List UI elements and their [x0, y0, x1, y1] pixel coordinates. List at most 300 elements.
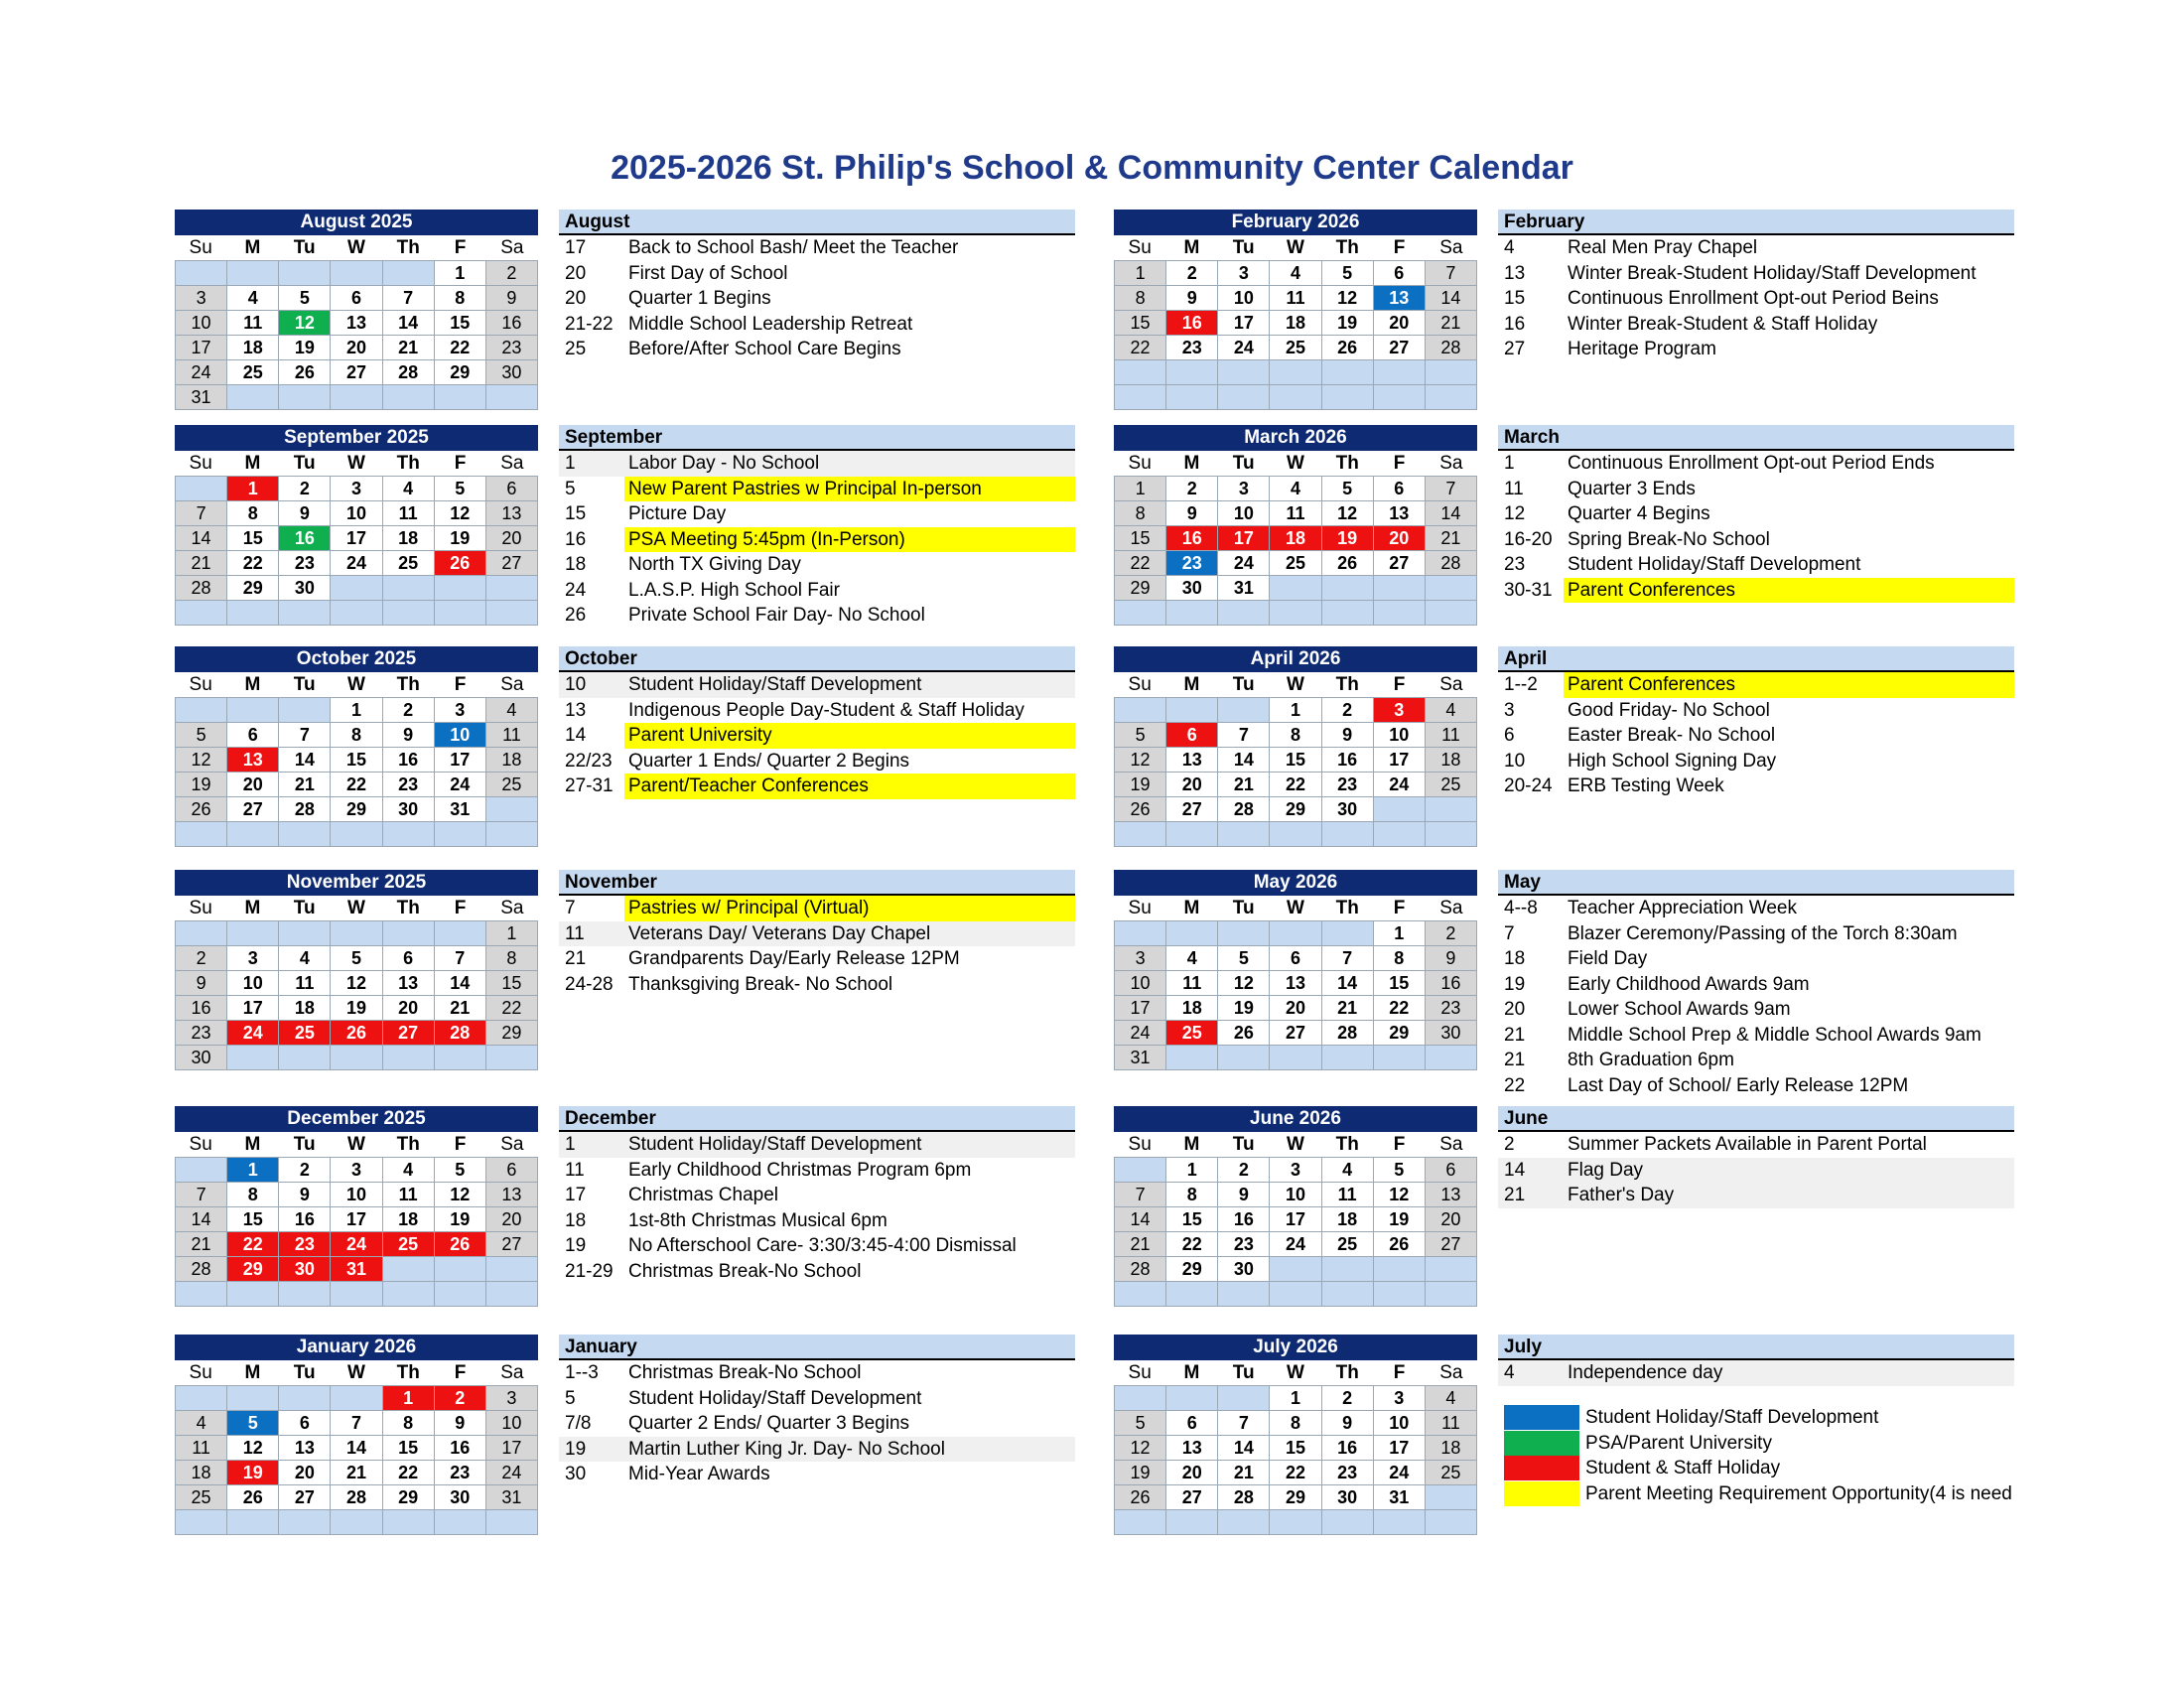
month-title: August 2025 — [175, 210, 538, 235]
weekday-label: W — [1287, 237, 1304, 258]
event-description: Summer Packets Available in Parent Portal — [1568, 1134, 1927, 1155]
empty-cell — [1218, 921, 1270, 946]
day-cell: 10 — [227, 971, 279, 996]
event-description: Teacher Appreciation Week — [1568, 898, 1797, 918]
event-description: Independence day — [1568, 1362, 1723, 1383]
empty-cell — [1166, 1046, 1218, 1070]
events-list — [559, 425, 1075, 629]
day-cell: 2 — [176, 946, 227, 971]
weekday-label: F — [454, 898, 467, 918]
day-cell: 17 — [331, 526, 382, 551]
event-description: Picture Day — [628, 503, 727, 524]
day-cell: 18 — [279, 996, 331, 1021]
event-description: Flag Day — [1568, 1159, 1644, 1181]
weekday-label: W — [347, 674, 365, 695]
weekday-label: W — [347, 1134, 365, 1155]
month-calendar — [1114, 870, 1477, 1070]
events-month-heading: September — [559, 425, 1075, 451]
day-cell: 8 — [486, 946, 538, 971]
event-description: Easter Break- No School — [1568, 725, 1776, 746]
day-cell: 26 — [1115, 797, 1166, 822]
day-cell: 26 — [1322, 336, 1374, 360]
day-cell: 3 — [1270, 1158, 1321, 1183]
day-cell: 27 — [279, 1485, 331, 1510]
empty-cell — [1322, 822, 1374, 847]
weekday-label: Tu — [293, 453, 316, 474]
event-description: 1st-8th Christmas Musical 6pm — [628, 1209, 887, 1231]
empty-cell — [331, 1282, 382, 1307]
day-cell: 19 — [331, 996, 382, 1021]
day-cell: 17 — [1218, 311, 1270, 336]
event-description: Parent University — [624, 723, 1075, 749]
empty-cell — [1426, 1485, 1477, 1510]
event-date: 1--3 — [565, 1362, 599, 1383]
empty-cell — [1426, 1282, 1477, 1307]
event-description: ERB Testing Week — [1568, 775, 1724, 796]
empty-cell — [1426, 360, 1477, 385]
event-date: 4 — [1504, 237, 1515, 258]
weekday-label: F — [1393, 1134, 1406, 1155]
event-row — [559, 1233, 1075, 1259]
day-cell: 4 — [1270, 261, 1321, 286]
day-cell: 6 — [279, 1411, 331, 1436]
weekday-label: Tu — [1232, 237, 1255, 258]
weekday-label: M — [1183, 1134, 1200, 1155]
empty-cell — [383, 1257, 435, 1282]
empty-cell — [435, 921, 486, 946]
day-cell: 4 — [486, 698, 538, 723]
empty-cell — [1374, 1282, 1426, 1307]
day-cell: 2 — [383, 698, 435, 723]
day-cell: 1 — [486, 921, 538, 946]
month-title: June 2026 — [1114, 1106, 1477, 1132]
event-date: 13 — [565, 699, 587, 721]
event-description: Martin Luther King Jr. Day- No School — [628, 1438, 945, 1460]
month-title: January 2026 — [175, 1335, 538, 1360]
day-cell: 22 — [1270, 1461, 1321, 1485]
empty-cell — [176, 261, 227, 286]
day-cell: 15 — [1166, 1207, 1218, 1232]
events-month-heading: February — [1498, 210, 2014, 235]
day-cell: 30 — [1426, 1021, 1477, 1046]
event-row — [1498, 337, 2014, 362]
event-date: 16 — [565, 528, 587, 550]
empty-cell — [1426, 385, 1477, 410]
event-description: Quarter 4 Begins — [1568, 503, 1710, 524]
day-cell: 31 — [486, 1485, 538, 1510]
day-cell: 19 — [1322, 526, 1374, 551]
day-cell: 17 — [1218, 526, 1270, 551]
weekday-label: F — [1393, 1362, 1406, 1383]
empty-cell — [227, 601, 279, 626]
day-cell: 23 — [1322, 773, 1374, 797]
event-description: Winter Break-Student & Staff Holiday — [1568, 313, 1878, 335]
event-date: 11 — [565, 922, 585, 944]
empty-cell — [279, 261, 331, 286]
month-title: February 2026 — [1114, 210, 1477, 235]
day-cell: 13 — [279, 1436, 331, 1461]
weekday-header — [175, 235, 538, 260]
empty-cell — [1426, 822, 1477, 847]
event-date: 1--2 — [1504, 674, 1538, 695]
day-cell: 6 — [1374, 477, 1426, 501]
day-cell: 6 — [486, 477, 538, 501]
day-cell: 27 — [1374, 336, 1426, 360]
empty-cell — [331, 261, 382, 286]
day-cell: 19 — [1374, 1207, 1426, 1232]
event-row — [1498, 1158, 2014, 1184]
weekday-label: Tu — [1232, 1362, 1255, 1383]
month-title: May 2026 — [1114, 870, 1477, 896]
weekday-label: Su — [1128, 1362, 1152, 1383]
weekday-label: Sa — [500, 1134, 524, 1155]
day-cell: 9 — [279, 1183, 331, 1207]
empty-cell — [1115, 601, 1166, 626]
weekday-label: F — [454, 674, 467, 695]
day-cell: 24 — [1270, 1232, 1321, 1257]
weekday-label: Sa — [1439, 1134, 1463, 1155]
empty-cell — [279, 822, 331, 847]
event-description: Parent Conferences — [1564, 578, 2014, 604]
weekday-label: Su — [189, 237, 212, 258]
day-cell: 24 — [331, 1232, 382, 1257]
event-row — [559, 501, 1075, 527]
event-row — [559, 1462, 1075, 1487]
day-cell: 27 — [1374, 551, 1426, 576]
weekday-header — [1114, 896, 1477, 920]
day-cell: 14 — [1218, 748, 1270, 773]
day-cell: 22 — [383, 1461, 435, 1485]
weekday-label: Su — [1128, 237, 1152, 258]
day-cell: 30 — [1322, 797, 1374, 822]
empty-cell — [227, 1386, 279, 1411]
empty-cell — [1426, 1046, 1477, 1070]
day-cell: 24 — [1218, 336, 1270, 360]
event-date: 7/8 — [565, 1413, 592, 1434]
events-list — [559, 1106, 1075, 1284]
day-cell: 16 — [279, 526, 331, 551]
empty-cell — [1115, 1158, 1166, 1183]
event-description: Labor Day - No School — [628, 453, 820, 474]
day-cell: 3 — [1374, 698, 1426, 723]
day-cell: 24 — [176, 360, 227, 385]
empty-cell — [486, 1510, 538, 1535]
empty-cell — [1166, 921, 1218, 946]
day-cell: 20 — [1426, 1207, 1477, 1232]
day-cell: 12 — [331, 971, 382, 996]
weekday-label: Sa — [1439, 674, 1463, 695]
day-cell: 21 — [1218, 773, 1270, 797]
empty-cell — [435, 822, 486, 847]
day-grid — [1114, 697, 1477, 847]
event-row — [559, 1437, 1075, 1463]
event-row — [559, 774, 1075, 799]
day-grid — [1114, 260, 1477, 410]
day-grid — [1114, 920, 1477, 1070]
day-cell: 8 — [331, 723, 382, 748]
day-cell: 10 — [1374, 723, 1426, 748]
day-cell: 9 — [1166, 286, 1218, 311]
weekday-label: Su — [1128, 1134, 1152, 1155]
event-description: First Day of School — [628, 262, 788, 284]
day-cell: 20 — [486, 1207, 538, 1232]
empty-cell — [1374, 385, 1426, 410]
empty-cell — [435, 576, 486, 601]
month-title: November 2025 — [175, 870, 538, 896]
day-cell: 25 — [1322, 1232, 1374, 1257]
empty-cell — [1322, 576, 1374, 601]
day-cell: 2 — [1166, 477, 1218, 501]
event-date: 19 — [565, 1235, 587, 1256]
day-cell: 7 — [1322, 946, 1374, 971]
day-cell: 15 — [383, 1436, 435, 1461]
day-cell: 9 — [176, 971, 227, 996]
empty-cell — [1115, 1510, 1166, 1535]
event-description: Indigenous People Day-Student & Staff Holiday — [628, 699, 1024, 721]
day-cell: 21 — [435, 996, 486, 1021]
day-cell: 29 — [486, 1021, 538, 1046]
empty-cell — [1426, 601, 1477, 626]
event-date: 20 — [1504, 999, 1526, 1020]
empty-cell — [383, 1282, 435, 1307]
event-date: 18 — [565, 1209, 587, 1231]
day-cell: 13 — [1166, 748, 1218, 773]
day-cell: 25 — [1426, 773, 1477, 797]
day-cell: 21 — [383, 336, 435, 360]
day-cell: 5 — [1218, 946, 1270, 971]
day-cell: 11 — [1166, 971, 1218, 996]
events-month-heading: June — [1498, 1106, 2014, 1132]
day-cell: 9 — [1218, 1183, 1270, 1207]
events-list — [1498, 1106, 2014, 1208]
day-grid — [1114, 1157, 1477, 1307]
weekday-label: Th — [396, 237, 420, 258]
empty-cell — [176, 698, 227, 723]
empty-cell — [383, 822, 435, 847]
empty-cell — [1115, 698, 1166, 723]
day-cell: 11 — [279, 971, 331, 996]
day-cell: 25 — [1270, 551, 1321, 576]
weekday-label: W — [347, 453, 365, 474]
weekday-label: W — [347, 1362, 365, 1383]
event-date: 20 — [565, 288, 587, 309]
empty-cell — [1218, 1386, 1270, 1411]
weekday-label: Sa — [500, 674, 524, 695]
empty-cell — [331, 576, 382, 601]
day-grid — [1114, 476, 1477, 626]
day-cell: 1 — [1270, 698, 1321, 723]
day-cell: 3 — [331, 1158, 382, 1183]
day-cell: 15 — [1270, 1436, 1321, 1461]
day-cell: 17 — [1374, 1436, 1426, 1461]
day-cell: 10 — [331, 1183, 382, 1207]
day-cell: 18 — [1270, 311, 1321, 336]
day-cell: 3 — [1115, 946, 1166, 971]
day-cell: 28 — [176, 1257, 227, 1282]
empty-cell — [383, 921, 435, 946]
weekday-label: Tu — [293, 237, 316, 258]
day-cell: 18 — [176, 1461, 227, 1485]
empty-cell — [435, 1046, 486, 1070]
empty-cell — [1218, 385, 1270, 410]
event-description: Last Day of School/ Early Release 12PM — [1568, 1074, 1909, 1096]
day-cell: 5 — [1115, 1411, 1166, 1436]
weekday-label: M — [1183, 674, 1200, 695]
day-cell: 21 — [279, 773, 331, 797]
day-cell: 21 — [176, 1232, 227, 1257]
day-cell: 14 — [1426, 286, 1477, 311]
event-row — [1498, 578, 2014, 604]
day-cell: 5 — [1322, 477, 1374, 501]
day-cell: 16 — [1166, 311, 1218, 336]
day-cell: 16 — [1322, 1436, 1374, 1461]
day-cell: 14 — [383, 311, 435, 336]
weekday-label: Sa — [500, 1362, 524, 1383]
empty-cell — [1374, 1257, 1426, 1282]
day-cell: 24 — [1218, 551, 1270, 576]
empty-cell — [486, 797, 538, 822]
empty-cell — [383, 576, 435, 601]
day-cell: 12 — [279, 311, 331, 336]
day-cell: 11 — [486, 723, 538, 748]
empty-cell — [1270, 822, 1321, 847]
day-cell: 24 — [1115, 1021, 1166, 1046]
event-description: Middle School Prep & Middle School Awards 9am — [1568, 1024, 1981, 1046]
day-cell: 1 — [227, 477, 279, 501]
events-list — [559, 870, 1075, 997]
event-description: Winter Break-Student Holiday/Staff Development — [1568, 262, 1977, 284]
day-cell: 12 — [176, 748, 227, 773]
weekday-label: M — [1183, 1362, 1200, 1383]
empty-cell — [1115, 1386, 1166, 1411]
day-cell: 2 — [435, 1386, 486, 1411]
month-calendar — [1114, 1106, 1477, 1307]
events-month-heading: April — [1498, 646, 2014, 672]
weekday-label: M — [244, 898, 261, 918]
day-cell: 18 — [227, 336, 279, 360]
day-grid — [175, 260, 538, 410]
day-cell: 25 — [383, 551, 435, 576]
legend-row — [1504, 1405, 2020, 1431]
day-cell: 10 — [1374, 1411, 1426, 1436]
day-cell: 24 — [331, 551, 382, 576]
event-row — [1498, 672, 2014, 698]
events-list — [1498, 210, 2014, 362]
day-cell: 22 — [331, 773, 382, 797]
day-cell: 15 — [1270, 748, 1321, 773]
event-row — [559, 261, 1075, 287]
day-cell: 14 — [279, 748, 331, 773]
day-cell: 9 — [486, 286, 538, 311]
day-cell: 8 — [227, 1183, 279, 1207]
event-date: 21 — [565, 948, 587, 969]
event-description: Father's Day — [1568, 1185, 1675, 1205]
event-date: 12 — [1504, 503, 1526, 524]
weekday-header — [1114, 451, 1477, 476]
weekday-label: Tu — [293, 898, 316, 918]
event-date: 21-29 — [565, 1260, 614, 1282]
day-cell: 12 — [1115, 1436, 1166, 1461]
weekday-label: W — [347, 898, 365, 918]
day-cell: 9 — [435, 1411, 486, 1436]
event-date: 5 — [565, 1387, 576, 1409]
weekday-label: F — [454, 1134, 467, 1155]
event-date: 22 — [1504, 1074, 1526, 1096]
day-cell: 22 — [1270, 773, 1321, 797]
day-cell: 7 — [331, 1411, 382, 1436]
legend-label: Student Holiday/Staff Development — [1585, 1407, 1879, 1428]
empty-cell — [279, 385, 331, 410]
event-date: 18 — [1504, 948, 1526, 969]
event-date: 21 — [1504, 1050, 1526, 1070]
weekday-label: M — [1183, 453, 1200, 474]
event-row — [559, 603, 1075, 629]
event-date: 25 — [565, 339, 587, 359]
day-cell: 31 — [435, 797, 486, 822]
event-date: 1 — [565, 453, 576, 474]
day-cell: 25 — [1426, 1461, 1477, 1485]
day-cell: 15 — [227, 1207, 279, 1232]
day-cell: 12 — [1322, 501, 1374, 526]
legend-swatch — [1504, 1481, 1579, 1506]
day-cell: 30 — [1166, 576, 1218, 601]
day-cell: 13 — [383, 971, 435, 996]
legend-swatch — [1504, 1456, 1579, 1480]
event-row — [559, 337, 1075, 362]
day-cell: 8 — [1374, 946, 1426, 971]
day-cell: 30 — [1218, 1257, 1270, 1282]
day-cell: 2 — [1426, 921, 1477, 946]
empty-cell — [1166, 1282, 1218, 1307]
day-cell: 17 — [1270, 1207, 1321, 1232]
event-description: Back to School Bash/ Meet the Teacher — [628, 237, 959, 258]
event-description: Christmas Chapel — [628, 1185, 778, 1205]
day-cell: 6 — [1374, 261, 1426, 286]
day-cell: 10 — [486, 1411, 538, 1436]
day-cell: 22 — [1374, 996, 1426, 1021]
month-title: October 2025 — [175, 646, 538, 672]
day-cell: 13 — [1374, 286, 1426, 311]
day-cell: 26 — [331, 1021, 382, 1046]
day-cell: 26 — [1322, 551, 1374, 576]
month-title: April 2026 — [1114, 646, 1477, 672]
event-description: PSA Meeting 5:45pm (In-Person) — [624, 527, 1075, 553]
day-cell: 15 — [1115, 311, 1166, 336]
day-cell: 25 — [486, 773, 538, 797]
day-cell: 28 — [176, 576, 227, 601]
event-description: Quarter 1 Ends/ Quarter 2 Begins — [628, 750, 910, 772]
day-cell: 5 — [1322, 261, 1374, 286]
empty-cell — [331, 1510, 382, 1535]
day-cell: 2 — [486, 261, 538, 286]
empty-cell — [176, 1282, 227, 1307]
weekday-label: W — [347, 237, 365, 258]
month-calendar — [175, 870, 538, 1070]
empty-cell — [1115, 360, 1166, 385]
empty-cell — [1270, 360, 1321, 385]
day-cell: 13 — [331, 311, 382, 336]
event-date: 21 — [1504, 1024, 1526, 1046]
weekday-label: Tu — [1232, 453, 1255, 474]
day-cell: 22 — [227, 1232, 279, 1257]
month-calendar — [175, 646, 538, 847]
day-cell: 27 — [1270, 1021, 1321, 1046]
day-cell: 28 — [1218, 1485, 1270, 1510]
event-description: L.A.S.P. High School Fair — [628, 579, 840, 601]
event-date: 21 — [1504, 1185, 1526, 1205]
day-cell: 11 — [1426, 1411, 1477, 1436]
event-row — [559, 477, 1075, 502]
